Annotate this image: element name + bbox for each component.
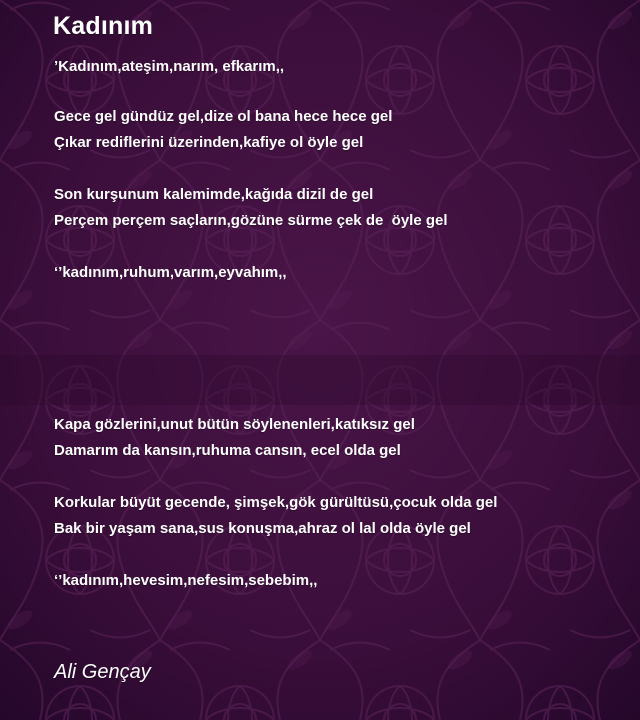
poem-line: Kapa gözlerini,unut bütün söylenenleri,katıksız gel — [54, 416, 415, 433]
poem-line: Korkular büyüt gecende, şimşek,gök gürültüsü,çocuk olda gel — [54, 494, 498, 511]
poem-line: Bak bir yaşam sana,sus konuşma,ahraz ol lal olda öyle gel — [54, 520, 471, 537]
poem-line: Perçem perçem saçların,gözüne sürme çek de öyle gel — [54, 212, 448, 229]
poem-line: Gece gel gündüz gel,dize ol bana hece hece gel — [54, 108, 393, 125]
poem-line: ‘’kadınım,hevesim,nefesim,sebebim,, — [54, 572, 318, 589]
poem-line: Damarım da kansın,ruhuma cansın, ecel olda gel — [54, 442, 401, 459]
poem-author: Ali Gençay — [54, 661, 151, 683]
poem-line: Son kurşunum kalemimde,kağıda dizil de gel — [54, 186, 374, 203]
poem-title: Kadınım — [53, 12, 154, 40]
poem-line: Çıkar rediflerini üzerinden,kafiye ol öyle gel — [54, 134, 364, 151]
poem-line: ‘’kadınım,ruhum,varım,eyvahım,, — [54, 264, 287, 281]
poem-line: ’Kadınım,ateşim,narım, efkarım,, — [54, 58, 285, 75]
